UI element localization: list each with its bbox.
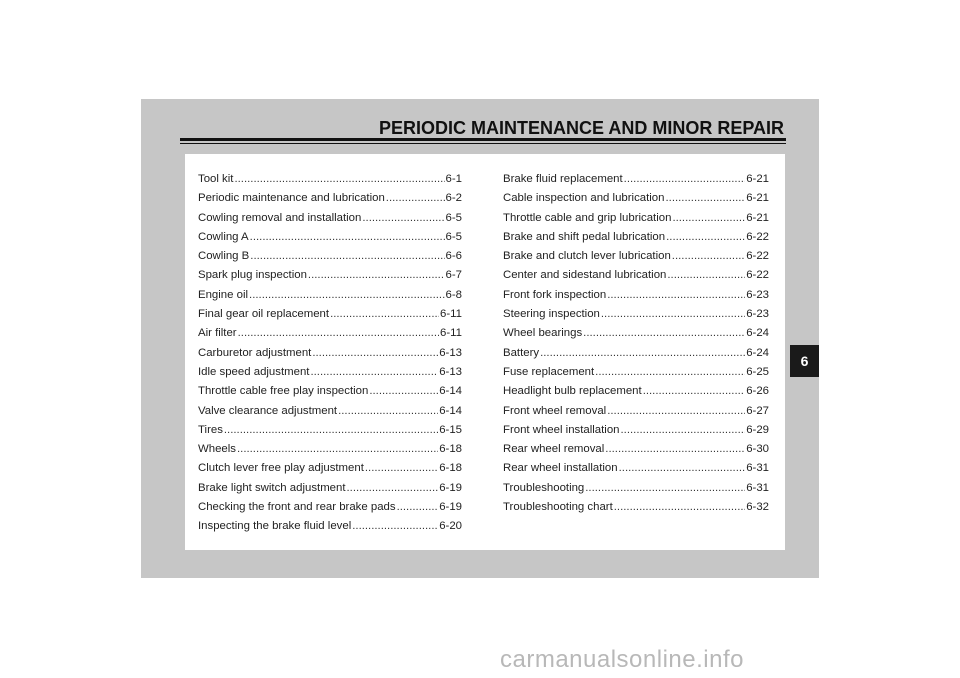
toc-entry-page: 6-18 bbox=[439, 443, 462, 456]
toc-entry-title: Clutch lever free play adjustment bbox=[198, 462, 364, 475]
toc-leader-dots bbox=[595, 363, 745, 382]
toc-entry-title: Front wheel installation bbox=[503, 423, 620, 436]
toc-entry-title: Center and sidestand lubrication bbox=[503, 269, 667, 282]
toc-entry-title: Front wheel removal bbox=[503, 404, 607, 417]
toc-leader-dots bbox=[347, 479, 439, 498]
toc-entry-page: 6-14 bbox=[439, 404, 462, 417]
toc-entry-page: 6-19 bbox=[439, 501, 462, 514]
toc-entry[interactable] bbox=[503, 266, 769, 285]
toc-entry[interactable] bbox=[198, 344, 462, 363]
toc-entry-page: 6-13 bbox=[439, 365, 462, 378]
chapter-tab[interactable]: 6 bbox=[790, 345, 819, 377]
toc-leader-dots bbox=[605, 440, 745, 459]
toc-entry-page: 6-22 bbox=[746, 250, 769, 263]
toc-entry[interactable] bbox=[503, 498, 769, 517]
toc-entry[interactable] bbox=[503, 402, 769, 421]
toc-entry-title: Tool kit bbox=[198, 173, 234, 185]
toc-entry-page: 6-21 bbox=[746, 173, 769, 185]
toc-entry[interactable] bbox=[198, 382, 462, 401]
toc-entry[interactable] bbox=[198, 479, 462, 498]
toc-leader-dots bbox=[250, 247, 444, 266]
toc-leader-dots bbox=[601, 305, 745, 324]
toc-entry-page: 6-8 bbox=[445, 288, 462, 301]
toc-leader-dots bbox=[250, 228, 445, 247]
toc-entry[interactable] bbox=[198, 517, 462, 536]
toc-leader-dots bbox=[397, 498, 439, 517]
toc-entry[interactable] bbox=[198, 170, 462, 189]
toc-entry-title: Rear wheel installation bbox=[503, 462, 618, 475]
toc-entry-page: 6-14 bbox=[439, 385, 462, 398]
toc-entry[interactable] bbox=[503, 479, 769, 498]
toc-entry[interactable] bbox=[503, 459, 769, 478]
toc-leader-dots bbox=[672, 247, 745, 266]
toc-leader-dots bbox=[365, 459, 438, 478]
toc-entry-title: Headlight bulb replacement bbox=[503, 385, 642, 398]
toc-entry[interactable] bbox=[198, 209, 462, 228]
toc-entry-page: 6-25 bbox=[746, 365, 769, 378]
toc-leader-dots bbox=[583, 324, 745, 343]
toc-entry-title: Final gear oil replacement bbox=[198, 308, 330, 321]
toc-entry-page: 6-11 bbox=[440, 308, 462, 321]
toc-leader-dots bbox=[237, 440, 438, 459]
toc-entry-title: Engine oil bbox=[198, 288, 249, 301]
toc-leader-dots bbox=[585, 479, 745, 498]
toc-leader-dots bbox=[312, 344, 438, 363]
toc-entry-title: Throttle cable free play inspection bbox=[198, 385, 369, 398]
toc-entry[interactable] bbox=[198, 402, 462, 421]
toc-entry-page: 6-32 bbox=[746, 501, 769, 514]
toc-entry[interactable] bbox=[198, 440, 462, 459]
toc-leader-dots bbox=[643, 382, 746, 401]
toc-entry[interactable] bbox=[503, 209, 769, 228]
toc-entry-page: 6-27 bbox=[746, 404, 769, 417]
toc-entry-page: 6-6 bbox=[445, 250, 462, 263]
toc-entry-page: 6-24 bbox=[746, 346, 769, 359]
toc-leader-dots bbox=[352, 517, 438, 536]
toc-entry-page: 6-19 bbox=[439, 481, 462, 494]
toc-entry[interactable] bbox=[503, 247, 769, 266]
toc-entry[interactable] bbox=[198, 228, 462, 247]
toc-entry-page: 6-18 bbox=[439, 462, 462, 475]
toc-leader-dots bbox=[238, 324, 439, 343]
toc-entry-page: 6-31 bbox=[746, 481, 769, 494]
toc-entry-title: Cable inspection and lubrication bbox=[503, 192, 665, 205]
toc-entry-title: Idle speed adjustment bbox=[198, 365, 310, 378]
toc-entry-title: Brake fluid replacement bbox=[503, 173, 623, 185]
toc-entry[interactable] bbox=[198, 324, 462, 343]
toc-entry[interactable] bbox=[503, 344, 769, 363]
toc-entry-page: 6-30 bbox=[746, 443, 769, 456]
title-rule-thin bbox=[180, 143, 786, 144]
toc-entry-title: Tires bbox=[198, 423, 223, 436]
toc-entry[interactable] bbox=[198, 266, 462, 285]
toc-leader-dots bbox=[672, 209, 745, 228]
toc-entry-title: Wheels bbox=[198, 443, 236, 456]
toc-entry-title: Checking the front and rear brake pads bbox=[198, 501, 396, 514]
toc-entry-title: Steering inspection bbox=[503, 308, 600, 321]
title-rule-thick bbox=[180, 138, 786, 141]
toc-entry[interactable] bbox=[198, 286, 462, 305]
toc-leader-dots bbox=[369, 382, 438, 401]
toc-entry-title: Carburetor adjustment bbox=[198, 346, 312, 359]
toc-entry-page: 6-7 bbox=[445, 269, 462, 282]
toc-leader-dots bbox=[234, 170, 444, 189]
toc-entry-title: Throttle cable and grip lubrication bbox=[503, 211, 672, 224]
toc-leader-dots bbox=[607, 402, 745, 421]
toc-entry-page: 6-29 bbox=[746, 423, 769, 436]
chapter-title: PERIODIC MAINTENANCE AND MINOR REPAIR bbox=[378, 118, 784, 138]
toc-entry-page: 6-23 bbox=[746, 308, 769, 321]
toc-entry[interactable] bbox=[198, 189, 462, 208]
toc-entry-page: 6-20 bbox=[439, 520, 462, 533]
toc-entry-page: 6-15 bbox=[439, 423, 462, 436]
toc-entry[interactable] bbox=[503, 170, 769, 189]
toc-entry-title: Wheel bearings bbox=[503, 327, 583, 340]
toc-entry[interactable] bbox=[503, 189, 769, 208]
toc-entry-page: 6-23 bbox=[746, 288, 769, 301]
toc-column-left bbox=[198, 170, 462, 537]
toc-entry[interactable] bbox=[503, 228, 769, 247]
toc-entry-title: Rear wheel removal bbox=[503, 443, 605, 456]
toc-leader-dots bbox=[330, 305, 439, 324]
toc-leader-dots bbox=[621, 421, 746, 440]
toc-entry-title: Troubleshooting bbox=[503, 481, 585, 494]
toc-leader-dots bbox=[386, 189, 445, 208]
toc-leader-dots bbox=[540, 344, 745, 363]
toc-leader-dots bbox=[308, 266, 445, 285]
toc-entry-title: Brake light switch adjustment bbox=[198, 481, 346, 494]
toc-leader-dots bbox=[619, 459, 746, 478]
toc-entry[interactable] bbox=[198, 459, 462, 478]
toc-entry-page: 6-11 bbox=[440, 327, 462, 340]
toc-entry-title: Front fork inspection bbox=[503, 288, 607, 301]
toc-leader-dots bbox=[249, 286, 445, 305]
toc-leader-dots bbox=[310, 363, 438, 382]
toc-entry[interactable] bbox=[198, 498, 462, 517]
toc-entry[interactable] bbox=[198, 305, 462, 324]
toc-entry-title: Valve clearance adjustment bbox=[198, 404, 338, 417]
toc-entry[interactable] bbox=[503, 382, 769, 401]
toc-entry-title: Cowling A bbox=[198, 230, 249, 243]
toc-leader-dots bbox=[607, 286, 745, 305]
toc-entry[interactable] bbox=[198, 421, 462, 440]
toc-entry-page: 6-13 bbox=[439, 346, 462, 359]
toc-leader-dots bbox=[338, 402, 438, 421]
watermark: carmanualsonline.info bbox=[500, 646, 744, 673]
toc-entry-title: Air filter bbox=[198, 327, 237, 340]
toc-leader-dots bbox=[667, 266, 745, 285]
toc-leader-dots bbox=[624, 170, 746, 189]
toc-entry[interactable] bbox=[198, 247, 462, 266]
toc-entry-page: 6-22 bbox=[746, 230, 769, 243]
toc-entry-title: Cowling B bbox=[198, 250, 250, 263]
toc-entry-page: 6-2 bbox=[445, 192, 462, 205]
toc-leader-dots bbox=[665, 189, 745, 208]
toc-leader-dots bbox=[666, 228, 745, 247]
toc-entry-title: Periodic maintenance and lubrication bbox=[198, 192, 385, 205]
toc-entry-title: Troubleshooting chart bbox=[503, 501, 613, 514]
toc-entry-title: Spark plug inspection bbox=[198, 269, 307, 282]
toc-leader-dots bbox=[362, 209, 444, 228]
toc-entry[interactable] bbox=[503, 305, 769, 324]
toc-entry-title: Inspecting the brake fluid level bbox=[198, 520, 352, 533]
toc-entry-page: 6-31 bbox=[746, 462, 769, 475]
toc-entry-page: 6-26 bbox=[746, 385, 769, 398]
toc-entry-title: Brake and clutch lever lubrication bbox=[503, 250, 671, 263]
toc-entry[interactable] bbox=[198, 363, 462, 382]
toc-column-right bbox=[503, 170, 769, 517]
toc-entry-page: 6-22 bbox=[746, 269, 769, 282]
toc-entry-title: Brake and shift pedal lubrication bbox=[503, 230, 666, 243]
toc-entry-page: 6-1 bbox=[445, 173, 462, 185]
toc-leader-dots bbox=[224, 421, 438, 440]
toc-entry-page: 6-5 bbox=[445, 211, 462, 224]
toc-entry[interactable] bbox=[503, 421, 769, 440]
toc-entry-page: 6-21 bbox=[746, 211, 769, 224]
toc-entry-page: 6-21 bbox=[746, 192, 769, 205]
toc-entry[interactable] bbox=[503, 286, 769, 305]
toc-entry[interactable] bbox=[503, 440, 769, 459]
toc-leader-dots bbox=[614, 498, 745, 517]
toc-entry-page: 6-24 bbox=[746, 327, 769, 340]
toc-entry-title: Cowling removal and installation bbox=[198, 211, 362, 224]
toc-entry-title: Fuse replacement bbox=[503, 365, 595, 378]
toc-entry-page: 6-5 bbox=[445, 230, 462, 243]
toc-entry-title: Battery bbox=[503, 346, 540, 359]
toc-entry[interactable] bbox=[503, 324, 769, 343]
toc-entry[interactable] bbox=[503, 363, 769, 382]
